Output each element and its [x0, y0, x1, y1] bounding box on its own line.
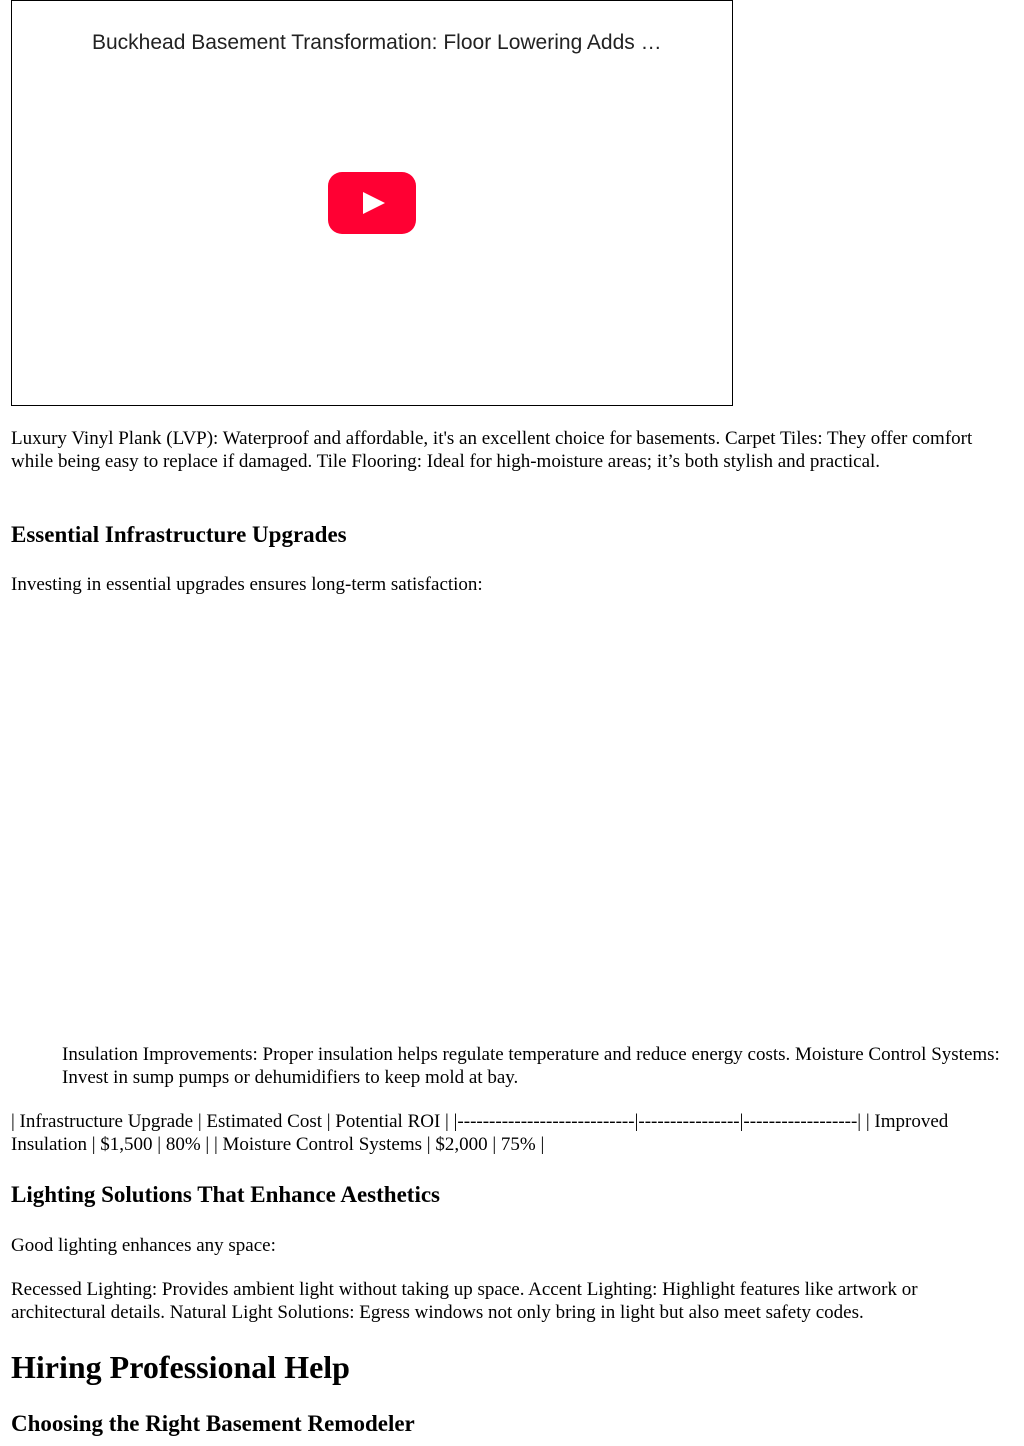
infrastructure-list: Insulation Improvements: Proper insulation helps regulate temperature and reduce energy costs. Moisture Control Systems: Invest in sump pumps or dehumidifiers to keep mold at bay.	[62, 1044, 1000, 1088]
infrastructure-intro: Investing in essential upgrades ensures long-term satisfaction:	[11, 574, 483, 595]
video-title[interactable]: Buckhead Basement Transformation: Floor Lowering Adds …	[92, 31, 662, 54]
lighting-heading: Lighting Solutions That Enhance Aesthetics	[11, 1182, 441, 1207]
flooring-options-paragraph: Luxury Vinyl Plank (LVP): Waterproof and affordable, it's an excellent choice for basements. Carpet Tiles: They offer comfort while being easy to replace if damaged. Tile Flooring: Ideal for high-moisture areas; it’s both stylish and practical.	[11, 428, 973, 472]
video-embed[interactable]	[11, 0, 733, 406]
lighting-list: Recessed Lighting: Provides ambient light without taking up space. Accent Lighting: Highlight features like artwork or architectural details. Natural Light Solutions: Egress windows not only bring in light but also meet safety codes.	[11, 1279, 918, 1323]
infrastructure-table-text: | Infrastructure Upgrade | Estimated Cost | Potential ROI | |----------------------------|----------------|------------------| | Improved Insulation | $1,500 | 80% | | Moisture Control Systems | $2,000 | 75% |	[11, 1111, 949, 1155]
hiring-heading: Hiring Professional Help	[11, 1349, 350, 1385]
infrastructure-heading: Essential Infrastructure Upgrades	[11, 522, 347, 547]
remodeler-heading: Choosing the Right Basement Remodeler	[11, 1411, 415, 1436]
youtube-play-icon[interactable]	[328, 172, 416, 234]
lighting-intro: Good lighting enhances any space:	[11, 1235, 276, 1256]
